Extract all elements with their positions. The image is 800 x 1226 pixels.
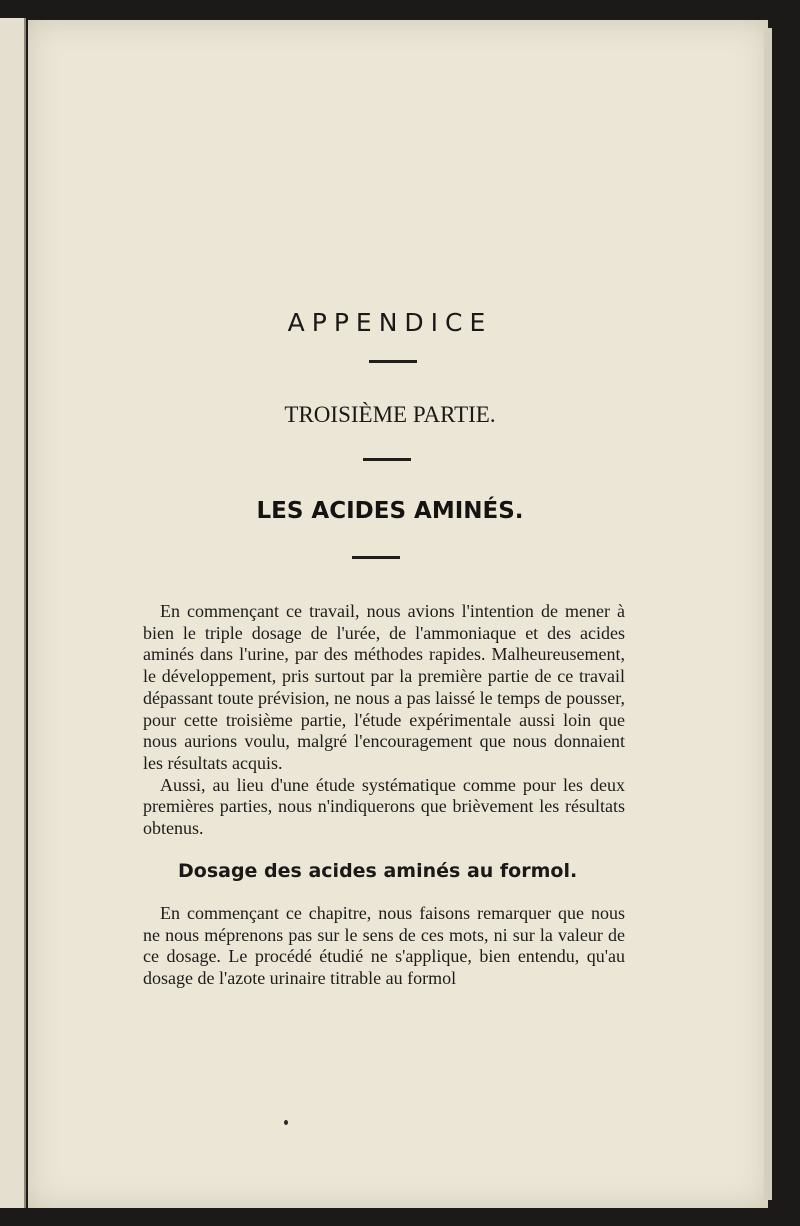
- part-title: TROISIÈME PARTIE.: [284, 402, 496, 427]
- section-paragraph-1: En commençant ce chapitre, nous faisons remarquer que nous ne nous méprenons pas sur le sens de ces mots, ni sur la valeur de ce dosage. Le procédé étudié ne s'applique, bien entendu, qu'au dosage de l'azote urinaire titrable au formol: [143, 903, 625, 989]
- page-fore-edge: [764, 28, 772, 1200]
- intro-paragraph-2: Aussi, au lieu d'une étude systématique comme pour les deux premières parties, nous n'indiquerons que brièvement les résultats obtenus.: [143, 774, 625, 839]
- chapter-rule: [352, 556, 400, 559]
- chapter-title: LES ACIDES AMINÉS.: [256, 498, 524, 524]
- heading-rule: [369, 360, 417, 363]
- intro-paragraph-1: En commençant ce travail, nous avions l'intention de mener à bien le triple dosage de l'urée, de l'ammoniaque et des acides aminés dans l'urine, par des méthodes rapides. Malheureusement, le développement, pris surtout par la première partie de ce travail dépassant toute prévision, ne nous a pas laissé le temps de pousser, pour cette troisième partie, l'étude expérimentale aussi loin que nous aurions voulu, malgré l'encouragement que nous donnaient les résultats acquis.: [143, 601, 625, 773]
- appendix-heading: APPENDICE: [287, 308, 493, 337]
- part-rule: [363, 458, 411, 461]
- left-page-edge: [0, 18, 26, 1208]
- ink-speck: [284, 1120, 288, 1125]
- section-text: [143, 903, 625, 990]
- section-heading: Dosage des acides aminés au formol.: [178, 860, 578, 882]
- intro-text: [143, 601, 625, 840]
